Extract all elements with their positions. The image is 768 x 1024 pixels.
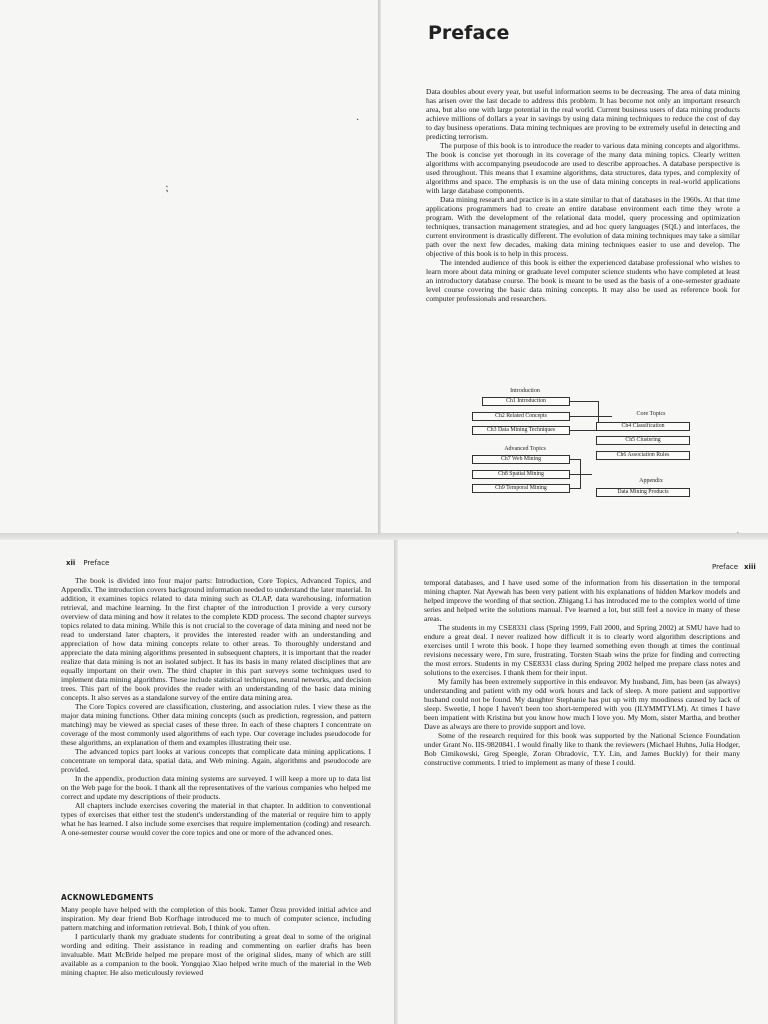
paragraph: The advanced topics part looks at various concepts that complicate data mining applications. I concentrate on temporal data, spatial data, and Web mining. Again, algorithms and pseudocode are provided. (61, 747, 371, 774)
page-fold (0, 533, 768, 540)
diagram-box-ch4: Ch4 Classification (596, 422, 690, 431)
paragraph: The intended audience of this book is either the experienced database professional who wishes to learn more about data mining or graduate level computer science students who have completed at least an introductory database course. The book is meant to be used as the basis of a one-semester graduate level course covering the basic data mining concepts. It may also be used as reference book for computer professionals and researchers. (426, 258, 740, 303)
book-structure-diagram (472, 388, 692, 500)
paragraph: All chapters include exercises covering the material in that chapter. In addition to conventional types of exercises that either test the student's understanding of the material or require him to apply what he has learned. I also include some exercises that require implementation (coding) and research. A one-semester course would cover the core topics and one or more of the advanced ones. (61, 801, 371, 837)
diagram-box-ch5: Ch5 Clustering (596, 436, 690, 445)
running-title: Preface (83, 559, 110, 567)
diagram-label-advanced-topics: Advanced Topics (504, 446, 546, 452)
running-title: Preface (712, 563, 739, 571)
diagram-box-ch8: Ch8 Spatial Mining (472, 470, 570, 479)
connector (580, 474, 592, 475)
connector (570, 430, 598, 431)
paragraph: Data doubles about every year, but useful information seems to be decreasing. The area of data mining has arisen over the last decade to address this problem. It has become not only an important research area, but also one with large potential in the real world. Current business users of data mining products achieve millions of dollars a year in savings by using data mining techniques to reduce the cost of day to day business operations. Data mining techniques are proving to be extremely useful in detecting and predicting terrorism. (426, 87, 740, 141)
acknowledgments-heading: ACKNOWLEDGMENTS (61, 893, 154, 902)
page-preface-xii (0, 540, 394, 1024)
diagram-box-products: Data Mining Products (596, 488, 690, 497)
preface-body (426, 87, 740, 303)
paragraph: I particularly thank my graduate students for contributing a great deal to some of the original wording and editing. Their assistance in reading and commenting on earlier drafts has been invaluable. Matt McBride helped me prepare most of the original slides, many of which are still available as a companion to the book. Yongqiao Xiao helped write much of the material in the Web mining chapter. He also meticulously reviewed (61, 932, 371, 977)
paragraph: Many people have helped with the completion of this book. Tamer Özsu provided initial advice and inspiration. My dear friend Bob Korfhage introduced me to much of computer science, including pattern matching and information retrieval. Bob, I think of you often. (61, 905, 371, 932)
blank-page-top-left (0, 0, 378, 533)
diagram-label-introduction: Introduction (510, 388, 540, 394)
page-fold (378, 0, 381, 533)
acknowledgments-body (61, 905, 371, 977)
paragraph: In the appendix, production data mining systems are surveyed. I will keep a more up to data list on the Web page for the book. I thank all the representatives of the various companies who helped me correct and update my descriptions of their products. (61, 774, 371, 801)
diagram-box-ch1: Ch1 Introduction (482, 397, 570, 406)
connector (570, 401, 598, 402)
diagram-box-ch7: Ch7 Web Mining (472, 455, 570, 464)
diagram-label-core-topics: Core Topics (636, 411, 666, 417)
page-preface-xiii (398, 540, 768, 1024)
paragraph: The Core Topics covered are classification, clustering, and association rules. I view these as the major data mining functions. Other data mining concepts (such as prediction, regression, and pattern matching) may be viewed as special cases of these three. In each of these chapters I concentrate on coverage of the most commonly used algorithms of each type. Our coverage includes pseudocode for these algorithms, an explanation of them and examples illustrating their use. (61, 702, 371, 747)
paragraph: The book is divided into four major parts: Introduction, Core Topics, Advanced Topics, and Appendix. The introduction covers background information needed to understand the later material. In addition, it examines topics related to data mining such as OLAP, data warehousing, information retrieval, and machine learning. In the first chapter of the introduction I provide a very cursory overview of data mining and how it relates to the complete KDD process. The second chapter surveys topics related to data mining. While this is not crucial to the coverage of data mining and need not be read to understand later chapters, it provides the interested reader with an understanding and appreciation of how data mining concepts relate to other areas. To thoroughly understand and appreciate the data mining algorithms presented in subsequent chapters, it is important that the reader realize that data mining is not an isolated subject. It has its basis in many related disciplines that are equally important on their own. The third chapter in this part surveys some techniques used to implement data mining algorithms. These include statistical techniques, neural networks, and decision trees. This part of the book provides the reader with an understanding of the basic data mining concepts. It also serves as a standalone survey of the entire data mining area. (61, 576, 371, 702)
scan-speck: · (356, 115, 360, 126)
preface-body (424, 578, 740, 767)
preface-body (61, 576, 371, 837)
page-title: Preface (428, 22, 510, 44)
diagram-box-ch3: Ch3 Data Mining Techniques (472, 426, 570, 435)
diagram-box-ch6: Ch6 Association Rules (596, 451, 690, 460)
page-number: xii (66, 559, 76, 567)
paragraph: The purpose of this book is to introduce the reader to various data mining concepts and algorithms. The book is concise yet thorough in its coverage of the many data mining topics. Clearly written algorithms with accompanying pseudocode are used to describe approaches. A database perspective is used throughout. This means that I examine algorithms, data structures, data types, and complexity of algorithms and space. The emphasis is on the use of data mining concepts in real-world applications with large database components. (426, 141, 740, 195)
paragraph: The students in my CSE8331 class (Spring 1999, Fall 2000, and Spring 2002) at SMU have had to endure a great deal. I never realized how difficult it is to clearly word algorithm descriptions and exercises until I wrote this book. I hope they learned something even though at times the continual revisions necessary were, I'm sure, frustrating. Torsten Staab wins the prize for finding and correcting the most errors. Students in my CSE8331 class during Spring 2002 helped me prepare class notes and solutions to the exercises. I thank them for their input. (424, 623, 740, 677)
diagram-box-ch9: Ch9 Temporal Mining (472, 484, 570, 493)
page-preface-xi (380, 0, 768, 533)
diagram-box-ch2: Ch2 Related Concepts (472, 412, 570, 421)
paragraph: temporal databases, and I have used some of the information from his dissertation in the temporal mining chapter. Nat Ayewah has been very patient with his explanations of hidden Markov models and helped improve the wording of that section. Zhigang Li has introduced me to the complex world of time series and helped write the solutions manual. I've learned a lot, but still feel a novice in many of these areas. (424, 578, 740, 623)
running-head (66, 559, 109, 567)
connector (570, 474, 580, 475)
connector (570, 416, 598, 417)
scan-speck: ⁏ (165, 183, 169, 194)
paragraph: My family has been extremely supportive in this endeavor. My husband, Jim, has been (as always) understanding and patient with my odd work hours and lack of sleep. A more patient and supportive husband could not be found. My daughter Stephanie has put up with my moodiness caused by lack of sleep. Sweetie, I hope I haven't been too short-tempered with you (ILYMMTYLM). At times I have been impatient with Kristina but you know how much I love you. My Mom, sister Martha, and brother Dave as always are there to provide support and love. (424, 677, 740, 731)
paragraph: Data mining research and practice is in a state similar to that of databases in the 1960s. At that time applications programmers had to create an entire database environment each time they wrote a program. With the development of the relational data model, query processing and optimization techniques, transaction management strategies, and ad hoc query languages (SQL) and interfaces, the current environment is drastically different. The evolution of data mining techniques may take a similar path over the next few decades, making data mining techniques easier to use and develop. The objective of this book is to help in this process. (426, 195, 740, 258)
paragraph: Some of the research required for this book was supported by the National Science Foundation under Grant No. IIS-9820841. I would finally like to thank the reviewers (Michael Huhns, Julia Hodger, Bob Cimikowski, Greg Speegle, Zoran Obradovic, T.Y. Lin, and James Buckly) for their many constructive comments. I tried to implement as many of these I could. (424, 731, 740, 767)
running-head (712, 563, 756, 571)
connector (570, 488, 580, 489)
page-number: xiii (744, 563, 756, 571)
connector (570, 459, 580, 460)
diagram-label-appendix: Appendix (639, 478, 663, 484)
